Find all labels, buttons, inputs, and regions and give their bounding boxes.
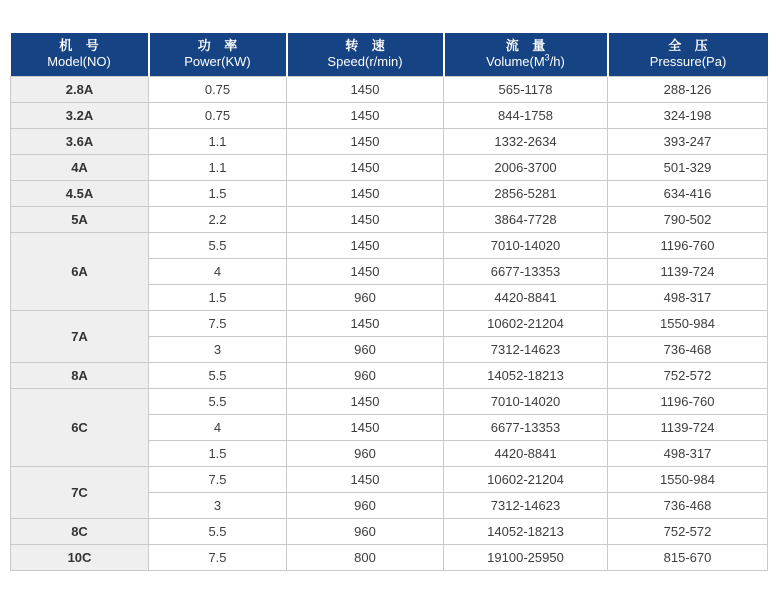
power-cell: 3 — [149, 493, 287, 519]
header-row — [11, 33, 768, 77]
power-cell: 5.5 — [149, 519, 287, 545]
pressure-cell: 288-126 — [608, 77, 768, 103]
model-cell: 8A — [11, 363, 149, 389]
model-cell: 3.2A — [11, 103, 149, 129]
volume-cell: 7010-14020 — [444, 389, 608, 415]
volume-cell: 6677-13353 — [444, 415, 608, 441]
pressure-cell: 752-572 — [608, 363, 768, 389]
table-row — [11, 363, 768, 389]
volume-cell: 565-1178 — [444, 77, 608, 103]
volume-cell: 2856-5281 — [444, 181, 608, 207]
column-header-pressure — [608, 33, 768, 77]
column-header-en-label: Speed(r/min) — [327, 53, 403, 69]
speed-cell: 1450 — [287, 103, 444, 129]
column-header-model — [11, 33, 149, 77]
volume-cell: 10602-21204 — [444, 311, 608, 337]
volume-cell: 19100-25950 — [444, 545, 608, 571]
speed-cell: 1450 — [287, 129, 444, 155]
table-row — [11, 181, 768, 207]
power-cell: 1.5 — [149, 441, 287, 467]
speed-cell: 1450 — [287, 467, 444, 493]
table-row — [11, 233, 768, 259]
speed-cell: 960 — [287, 493, 444, 519]
volume-cell: 7010-14020 — [444, 233, 608, 259]
pressure-cell: 1196-760 — [608, 233, 768, 259]
pressure-cell: 393-247 — [608, 129, 768, 155]
table-row — [11, 207, 768, 233]
power-cell: 5.5 — [149, 363, 287, 389]
power-cell: 4 — [149, 259, 287, 285]
column-header-en-label: $Volume(M^3/h)$ — [486, 52, 565, 69]
pressure-cell: 324-198 — [608, 103, 768, 129]
pressure-cell: 752-572 — [608, 519, 768, 545]
column-header-zh-label: 功 率 — [197, 37, 243, 53]
speed-cell: 960 — [287, 337, 444, 363]
model-cell: 6C — [11, 389, 149, 467]
pressure-cell: 1550-984 — [608, 467, 768, 493]
table-row — [11, 519, 768, 545]
model-cell: 4A — [11, 155, 149, 181]
power-cell: 5.5 — [149, 389, 287, 415]
pressure-cell: 501-329 — [608, 155, 768, 181]
speed-cell: 960 — [287, 285, 444, 311]
speed-cell: 1450 — [287, 207, 444, 233]
table-body — [11, 77, 768, 571]
pressure-cell: 1139-724 — [608, 259, 768, 285]
column-header-zh-label: 机 号 — [59, 37, 104, 53]
column-header-zh-label: 全 压 — [668, 37, 713, 53]
column-header-zh-label: 流 量 — [505, 37, 551, 53]
pressure-cell: 1196-760 — [608, 389, 768, 415]
model-cell: 4.5A — [11, 181, 149, 207]
column-header-volume — [444, 33, 608, 77]
power-cell: 7.5 — [149, 311, 287, 337]
column-header-zh-label: 转 速 — [345, 37, 390, 53]
volume-cell: 4420-8841 — [444, 285, 608, 311]
pressure-cell: 736-468 — [608, 337, 768, 363]
column-header-en-label: Power(KW) — [184, 53, 251, 69]
power-cell: 3 — [149, 337, 287, 363]
pressure-cell: 736-468 — [608, 493, 768, 519]
table-row — [11, 467, 768, 493]
table-row — [11, 103, 768, 129]
column-header-en-label: Model(NO) — [47, 53, 111, 69]
model-cell: 7A — [11, 311, 149, 363]
speed-cell: 1450 — [287, 155, 444, 181]
volume-cell: 7312-14623 — [444, 337, 608, 363]
power-cell: 0.75 — [149, 77, 287, 103]
model-cell: 5A — [11, 207, 149, 233]
power-cell: 7.5 — [149, 545, 287, 571]
table-row — [11, 311, 768, 337]
column-header-power — [149, 33, 287, 77]
pressure-cell: 815-670 — [608, 545, 768, 571]
pressure-cell: 498-317 — [608, 285, 768, 311]
model-cell: 7C — [11, 467, 149, 519]
model-cell: 10C — [11, 545, 149, 571]
model-cell: 8C — [11, 519, 149, 545]
volume-cell: 7312-14623 — [444, 493, 608, 519]
fan-spec-table-container — [10, 33, 767, 571]
speed-cell: 1450 — [287, 233, 444, 259]
pressure-cell: 498-317 — [608, 441, 768, 467]
model-cell: 6A — [11, 233, 149, 311]
model-cell: 3.6A — [11, 129, 149, 155]
power-cell: 1.5 — [149, 285, 287, 311]
speed-cell: 1450 — [287, 389, 444, 415]
speed-cell: 800 — [287, 545, 444, 571]
table-row — [11, 155, 768, 181]
volume-cell: 4420-8841 — [444, 441, 608, 467]
volume-cell: 6677-13353 — [444, 259, 608, 285]
fan-spec-table — [10, 33, 768, 571]
volume-cell: 3864-7728 — [444, 207, 608, 233]
power-cell: 1.5 — [149, 181, 287, 207]
speed-cell: 1450 — [287, 415, 444, 441]
column-header-en-label: Pressure(Pa) — [649, 53, 727, 69]
pressure-cell: 1139-724 — [608, 415, 768, 441]
volume-cell: 14052-18213 — [444, 363, 608, 389]
pressure-cell: 634-416 — [608, 181, 768, 207]
volume-cell: 844-1758 — [444, 103, 608, 129]
volume-cell: 2006-3700 — [444, 155, 608, 181]
speed-cell: 960 — [287, 441, 444, 467]
power-cell: 1.1 — [149, 129, 287, 155]
pressure-cell: 1550-984 — [608, 311, 768, 337]
speed-cell: 1450 — [287, 181, 444, 207]
column-header-speed — [287, 33, 444, 77]
speed-cell: 960 — [287, 519, 444, 545]
table-row — [11, 545, 768, 571]
volume-cell: 1332-2634 — [444, 129, 608, 155]
speed-cell: 1450 — [287, 259, 444, 285]
table-row — [11, 77, 768, 103]
power-cell: 7.5 — [149, 467, 287, 493]
power-cell: 0.75 — [149, 103, 287, 129]
speed-cell: 1450 — [287, 311, 444, 337]
power-cell: 5.5 — [149, 233, 287, 259]
power-cell: 2.2 — [149, 207, 287, 233]
table-row — [11, 389, 768, 415]
pressure-cell: 790-502 — [608, 207, 768, 233]
speed-cell: 960 — [287, 363, 444, 389]
model-cell: 2.8A — [11, 77, 149, 103]
volume-cell: 14052-18213 — [444, 519, 608, 545]
power-cell: 4 — [149, 415, 287, 441]
power-cell: 1.1 — [149, 155, 287, 181]
table-row — [11, 129, 768, 155]
speed-cell: 1450 — [287, 77, 444, 103]
volume-cell: 10602-21204 — [444, 467, 608, 493]
